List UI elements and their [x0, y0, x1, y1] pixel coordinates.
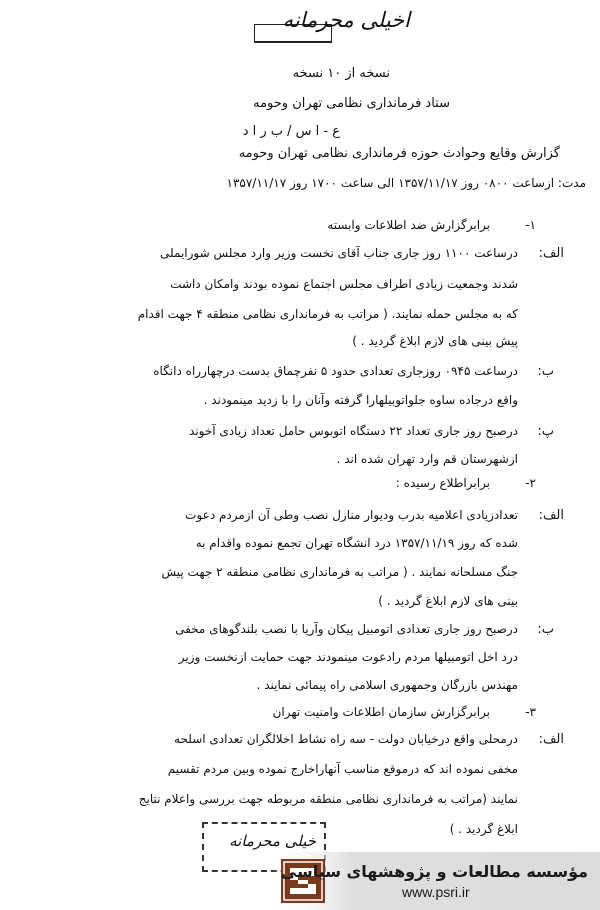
item-line: درصبح روز جاری تعدادی اتومبیل پیکان وآریا با نصب بلندگوهای مخفی — [175, 622, 518, 636]
item-line: که به مجلس حمله نمایند. ( مراتب به فرمانداری نظامی منطقه ۴ جهت اقدام — [137, 307, 518, 321]
footer-url: www.psri.ir — [402, 884, 470, 900]
classification-text: خیلی محرمانه — [229, 832, 316, 850]
item-line: واقع درجاده ساوه جلواتوبیلهارا گرفته وآنان را با زدید مینمودند . — [203, 393, 518, 407]
item-line: پیش بینی های لازم ابلاغ گردید . ) — [352, 334, 518, 348]
item-line: درساعت ۰۹۴۵ روزجاری تعدادی حدود ۵ نفرچماق بدست درچهارراه دانگاه — [153, 364, 518, 378]
item-letter: ب: — [537, 622, 554, 637]
classification-text: اخیلی محرمانه — [282, 8, 410, 32]
item-line: مهندس بازرگان وجمهوری اسلامی راه پیمائی نمایند . — [256, 678, 518, 692]
item-line: بینی های لازم ابلاغ گردید . ) — [378, 594, 518, 608]
section-heading: برابرگزارش ضد اطلاعات وابسته — [327, 218, 490, 232]
section-number: ۳- — [525, 705, 536, 719]
copy-number: نسخه از ۱۰ نسخه — [292, 66, 390, 81]
report-period: مدت: ازساعت ۰۸۰۰ روز ۱۳۵۷/۱۱/۱۷ الی ساعت ۱۷۰۰ روز ۱۳۵۷/۱۱/۱۷ — [226, 176, 586, 190]
report-title: گزارش وقایع وحوادث حوزه فرمانداری نظامی تهران وحومه — [238, 146, 560, 161]
item-letter: الف: — [538, 732, 564, 747]
classification-stamp-top — [248, 8, 410, 52]
item-line: درمحلی واقع درخیابان دولت - سه راه نشاط اخلالگران تعدادی اسلحه — [174, 732, 518, 746]
item-line: تعدادزیادی اعلامیه بدرب ودیوار منازل نصب وطی آن ازمردم دعوت — [185, 508, 518, 522]
section-number: ۲- — [525, 476, 536, 490]
item-line: نمایند (مراتب به فرمانداری نظامی منطقه مربوطه جهت بررسی واعلام نتایج — [138, 792, 518, 806]
section-heading: برابراطلاع رسیده : — [395, 476, 490, 490]
footer-institute-name: مؤسسه مطالعات و پژوهشهای سیاسی — [280, 862, 588, 881]
item-line: درصبح روز جاری تعداد ۲۲ دستگاه اتوبوس حامل تعداد زیادی آخوند — [189, 424, 518, 438]
item-letter: الف: — [538, 246, 564, 261]
issuing-org: ستاد فرمانداری نظامی تهران وحومه — [253, 96, 450, 111]
item-line: شدند وجمعیت زیادی اطراف مجلس اجتماع نموده بودند وامکان داشت — [170, 277, 518, 291]
item-letter: پ: — [537, 424, 554, 439]
reference-code: ع - ا س / ب ر ا د — [242, 124, 340, 139]
item-line: شده که روز ۱۳۵۷/۱۱/۱۹ درد انشگاه تهران تجمع نموده واقدام به — [195, 536, 518, 550]
item-line: ابلاغ گردید . ) — [449, 822, 518, 836]
section-number: ۱- — [525, 218, 536, 232]
item-line: ازشهرستان قم وارد تهران شده اند . — [336, 452, 518, 466]
item-line: مخفی نموده اند که درموقع مناسب آنهاراخارج نموده وبین مردم تقسیم — [167, 762, 518, 776]
item-letter: الف: — [538, 508, 564, 523]
item-line: جنگ مسلحانه نمایند . ( مراتب به فرمانداری نظامی منطقه ۲ جهت پیش — [161, 565, 518, 579]
section-heading: برابرگزارش سازمان اطلاعات وامنیت تهران — [272, 705, 490, 719]
item-letter: ب: — [537, 364, 554, 379]
item-line: درساعت ۱۱۰۰ روز جاری جناب آقای نخست وزیر وارد مجلس شورایملی — [160, 246, 518, 260]
item-line: درد اخل اتومبیلها مردم رادعوت مینمودند جهت حمایت ازنخست وزیر — [178, 650, 518, 664]
